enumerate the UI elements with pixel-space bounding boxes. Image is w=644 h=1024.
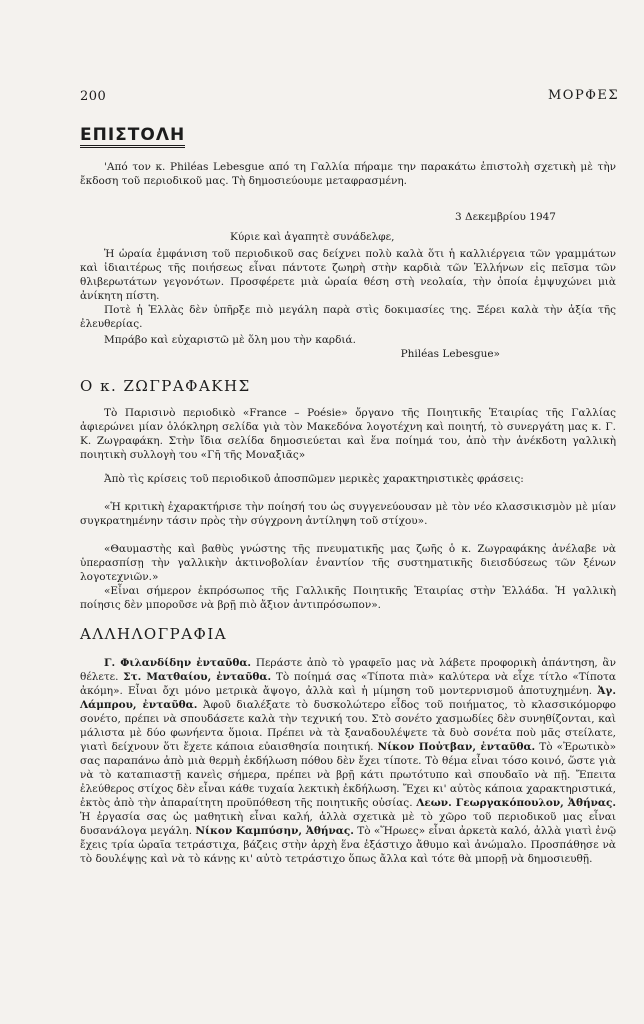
zografakis-paragraph-2: Ἀπὸ τὶς κρίσεις τοῦ περιοδικοῦ ἀποσπῶμεν μερικὲς χαρακτηριστικὲς φράσεις: <box>104 473 524 485</box>
reply-text: Περάστε ἀπὸ τὸ γραφεῖο μας νὰ λάβετε προφορικὴ ἀπάντηση, ἂν θέλετε. <box>80 657 616 683</box>
reply-text: Ἡ ἐργασία σας ὡς μαθητικὴ εἶναι καλή, ἀλλὰ σχετικὰ μὲ τὸ χῶρο τοῦ περιοδικοῦ μας εἶναι δυσανάλογα μεγάλη. <box>80 811 616 837</box>
running-title: ΜΟΡΦΕΣ <box>548 88 620 103</box>
addressee-name: Γ. Φιλανδίδην ἐνταῦθα. <box>104 657 252 669</box>
reply-text: Τὸ ποίημά σας «Τίποτα πιὰ» καλύτερα νὰ εἶχε τίτλο «Τίποτα ἀκόμη». Εἶναι ὄχι μόνο μετρικὰ ἄψογο, ἀλλὰ καὶ ἡ μίμηση τοῦ μοντερνισμοῦ ἀποτυχημένη. <box>80 671 617 697</box>
reply-text: Τὸ «Ἥρωες» εἶναι ἀρκετὰ καλό, ἀλλὰ γιατὶ ἐνῷ ἔχεις τρία ὡραῖα τετράστιχα, βάζεις στὴν ἀρχὴ ἕνα ἑξάστιχο ἄθυμο καὶ ἀνώμαλο. Προσπάθησε νὰ τὸ δουλέψῃς καὶ νὰ τὸ κάνῃς κι' αὐτὸ τετράστιχο ὅπως ἄλλα καὶ τότε θὰ μπορῇ νὰ δημοσιευθῇ. <box>80 825 617 865</box>
section-title-zografakis: Ο κ. ΖΩΓΡΑΦΑΚΗΣ <box>80 377 251 395</box>
zografakis-paragraph-1: Τὸ Παρισινὸ περιοδικὸ «France – Poésie» ὄργανο τῆς Ποιητικῆς Ἑταιρίας τῆς Γαλλίας ἀφιερώνει μίαν ὁλόκληρη σελίδα γιὰ τὸν Μακεδόνα λογοτέχνη καὶ ποιητή, τὸ συνεργάτη μας κ. Γ. Κ. Ζωγραφάκη. Στὴν ἴδια σελίδα δημοσιεύεται καὶ ἕνα ποίημά του, ἀπὸ τὴν ἀνέκδοτη γαλλικὴ ποιητικὴ συλλογὴ του «Γῆ τῆς Μοναξιᾶς» <box>80 407 616 461</box>
letter-signature: Philéas Lebesgue» <box>400 348 500 360</box>
reply-text: Τὸ «Ἐρωτικὸ» σας παραπάνω ἀπὸ μιὰ θερμὴ ἐκδήλωση πόθου δὲν ἔχει τίποτε. Τὸ θέμα εἶναι τόσο κοινό, ὥστε γιὰ νὰ τὸ καταπιαστῇ κανεὶς σήμερα, πρέπει νὰ βρῇ κάτι πρωτότυπο καὶ σπουδαῖο νὰ πῇ. Ἔπειτα ἐλεύθερος στίχος δὲν εἶναι κάθε τυχαία λεκτικὴ ἐκδήλωση. Ἔχει κι' αὐτὸς κάποια χαρακτηριστικά, ἐκτὸς ἀπὸ τὴν ἀπαραίτητη προϋπόθεση τῆς ποιητικῆς οὐσίας. <box>80 741 616 809</box>
addressee-name: Στ. Ματθαίου, ἐνταῦθα. <box>123 671 272 683</box>
correspondence-text <box>80 656 616 866</box>
letter-salutation: Κύριε καὶ ἀγαπητὲ συνάδελφε, <box>230 231 395 243</box>
letter-title: ΕΠΙΣΤΟΛΗ <box>80 126 185 148</box>
letter-date: 3 Δεκεμβρίου 1947 <box>455 211 556 223</box>
addressee-name: Λεων. Γεωργακόπουλον, Ἀθήνας. <box>416 797 617 809</box>
letter-intro: 'Από τον κ. Philéas Lebesgue από τη Γαλλία πήραμε την παρακάτω ἐπιστολὴ σχετικὴ μὲ τὴν ἔκδοση τοῦ περιοδικοῦ μας. Τὴ δημοσιεύουμε μεταφρασμένη. <box>80 161 616 187</box>
section-title-correspondence: ΑΛΛΗΛΟΓΡΑΦΙΑ <box>80 625 228 643</box>
addressee-name: Νίκον Καμπύσην, Ἀθήνας. <box>195 825 354 837</box>
zografakis-paragraph-4: «Θαυμαστὴς καὶ βαθὺς γνώστης τῆς πνευματικῆς μας ζωῆς ὁ κ. Ζωγραφάκης ἀνέλαβε νὰ ὑπερασπίσῃ τὴν γαλλικὴν ἀκτινοβολίαν ἐναντίον τῆς συστηματικῆς διεισδύσεως τῶν ξένων λογοτεχνιῶν.» <box>80 543 616 583</box>
addressee-name: Νίκον Ποὐτβαν, ἐνταῦθα. <box>377 741 536 753</box>
letter-body-1: Ἡ ὡραία ἐμφάνιση τοῦ περιοδικοῦ σας δείχνει πολὺ καλὰ ὅτι ἡ καλλιέργεια τῶν γραμμάτων καὶ ἰδιαιτέρως τῆς ποιήσεως εἶναι πάντοτε ζωηρὴ στὴν καρδιὰ τῶν Ἑλλήνων εἰς πεῖσμα τῶν θλιβερωτάτων γεγονότων. Προσφέρετε μιὰ ὡραία θέση στὴ νεολαία, τὴν ὁποία ἐμψυχώνει μιὰ ἀνίκητη πίστη. <box>80 248 616 302</box>
letter-body-2: Ποτὲ ἡ Ἑλλὰς δὲν ὑπῆρξε πιὸ μεγάλη παρὰ στὶς δοκιμασίες της. Ξέρει καλὰ τὴν ἀξία τῆς ἐλευθερίας. <box>80 304 616 330</box>
addressee-name: Ἀγ. Λάμπρου, ἐνταῦθα. <box>80 685 616 711</box>
zografakis-paragraph-5: «Εἶναι σήμερον ἐκπρόσωπος τῆς Γαλλικῆς Ποιητικῆς Ἑταιρίας στὴν Ἑλλάδα. Ἡ γαλλικὴ ποίησις δὲν μποροῦσε νὰ βρῇ πιὸ ἄξιον ἀντιπρόσωπον». <box>80 585 616 611</box>
reply-text: Ἀφοῦ διαλέξατε τὸ δυσκολώτερο εἶδος τοῦ ποιήματος, τὸ κλασσικόμορφο σονέτο, πρέπει νὰ σπουδάσετε καλὰ τὴν τεχνική του. Στὸ σονέτο χασμωδίες δὲν συνηθίζονται, καὶ μάλιστα μὲ δύο φωνήεντα ὅμοια. Πρέπει νὰ τὰ ξαναδουλέψετε τὰ δυὸ σονέτα ποὺ μᾶς στείλατε, γιατὶ δείχνουν ὅτι ἔχετε κάποια εὐαισθησία ποιητική. <box>80 699 616 753</box>
letter-closing: Μπράβο καὶ εὐχαριστῶ μὲ ὅλη μου τὴν καρδιά. <box>104 334 356 346</box>
zografakis-paragraph-3: «Ἡ κριτικὴ ἐχαρακτήρισε τὴν ποίησή του ὡς συγγενεύουσαν μὲ τὸν νέο κλασσικισμὸν μὲ μίαν συγκρατημένην τάσιν πρὸς τὴν σύγχρονη ἀντίληψη τοῦ στίχου». <box>80 501 616 527</box>
page-number: 200 <box>80 89 107 104</box>
